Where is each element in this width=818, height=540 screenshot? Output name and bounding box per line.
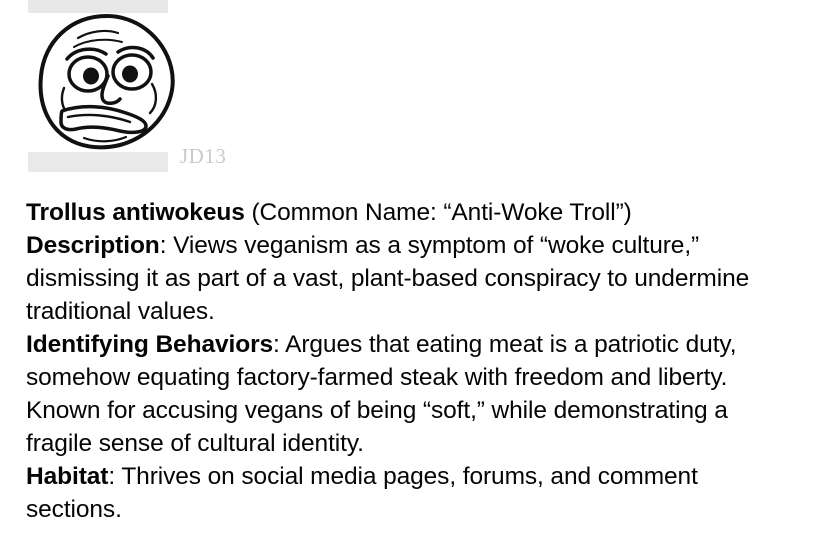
entry-rest: (Common Name: “Anti-Woke Troll”): [244, 199, 632, 226]
entry-paragraph: [26, 229, 798, 328]
entry-lead: Trollus antiwokeus: [26, 199, 245, 226]
entry-paragraph: [26, 460, 798, 526]
entry-rest: : Argues that eating meat is a patriotic duty, somehow equating factory-farmed steak with freedom and liberty. Known for accusing vegans of being “soft,” while demonstrating a fragile sense of cultural identity.: [26, 331, 737, 457]
image-watermark: JD13: [180, 144, 227, 168]
entry-rest: : Thrives on social media pages, forums, and comment sections.: [26, 463, 698, 523]
entry-paragraph: [26, 328, 798, 460]
entry-rest: : Views veganism as a symptom of “woke culture,” dismissing it as part of a vast, plant-based conspiracy to undermine traditional values.: [26, 232, 750, 325]
description-text-block: [26, 196, 798, 526]
entry-lead: Habitat: [26, 463, 109, 490]
entry-lead: Identifying Behaviors: [26, 331, 274, 358]
image-placeholder-bar-top: [28, 0, 168, 13]
entry-paragraph: [26, 196, 798, 229]
me-gusta-rage-face-icon: [34, 14, 180, 150]
entry-lead: Description: [26, 232, 160, 259]
image-placeholder-bar-bottom: [28, 152, 168, 172]
meme-image-block: [28, 0, 228, 180]
